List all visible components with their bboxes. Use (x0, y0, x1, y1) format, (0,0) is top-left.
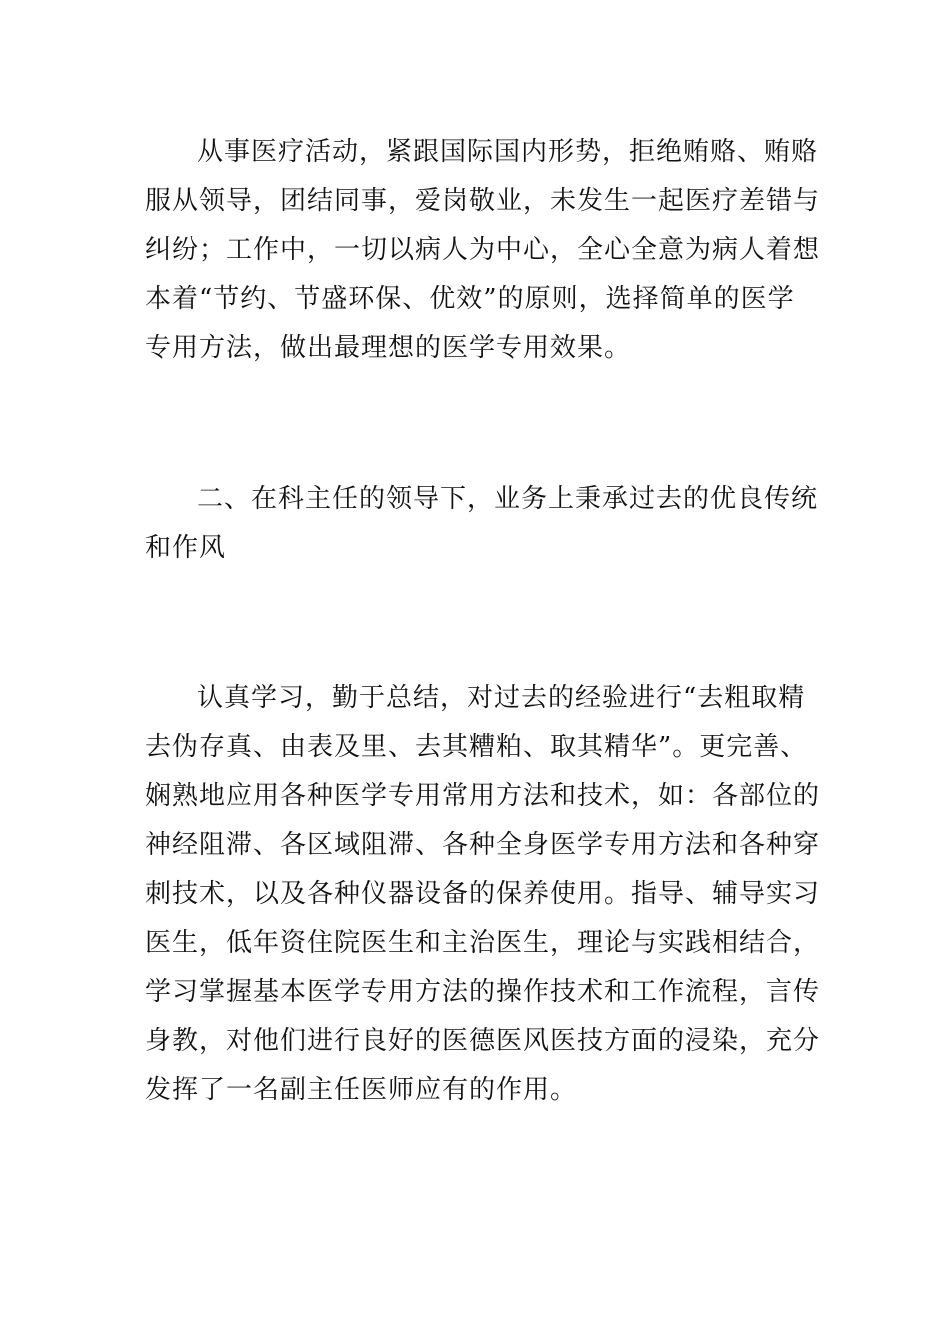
text-line: 从事医疗活动，紧跟国际国内形势，拒绝贿赂、贿赂 (197, 137, 819, 167)
text-line: 娴熟地应用各种医学专用常用方法和技术，如：各部位的 (145, 781, 821, 811)
text-line: 二、在科主任的领导下，业务上秉承过去的优良传统 (197, 484, 819, 514)
text-line: 神经阻滞、各区域阻滞、各种全身医学专用方法和各种穿 (145, 830, 821, 860)
paragraph-medical-conduct (145, 128, 821, 373)
text-line: 医生，低年资住院医生和主治医生，理论与实践相结合， (145, 928, 821, 958)
text-line: 发挥了一名副主任医师应有的作用。 (145, 1075, 578, 1105)
text-line: 纠纷；工作中，一切以病人为中心，全心全意为病人着想 (145, 235, 821, 265)
text-line: 学习掌握基本医学专用方法的操作技术和工作流程，言传 (145, 977, 821, 1007)
text-line: 本着“节约、节盛环保、优效”的原则，选择简单的医学 (145, 284, 795, 314)
section-heading-two (145, 475, 819, 573)
text-line: 身教，对他们进行良好的医德医风医技方面的浸染，充分 (145, 1026, 821, 1056)
text-line: 和作风 (145, 533, 227, 563)
text-line: 去伪存真、由表及里、去其糟粕、取其精华”。更完善、 (145, 732, 808, 762)
text-line: 认真学习，勤于总结，对过去的经验进行“去粗取精 (197, 683, 806, 713)
paragraph-study-summary (145, 674, 821, 1115)
text-line: 刺技术，以及各种仪器设备的保养使用。指导、辅导实习 (145, 879, 821, 909)
text-line: 服从领导，团结同事，爱岗敬业，未发生一起医疗差错与 (145, 186, 821, 216)
text-line: 专用方法，做出最理想的医学专用效果。 (145, 333, 632, 363)
